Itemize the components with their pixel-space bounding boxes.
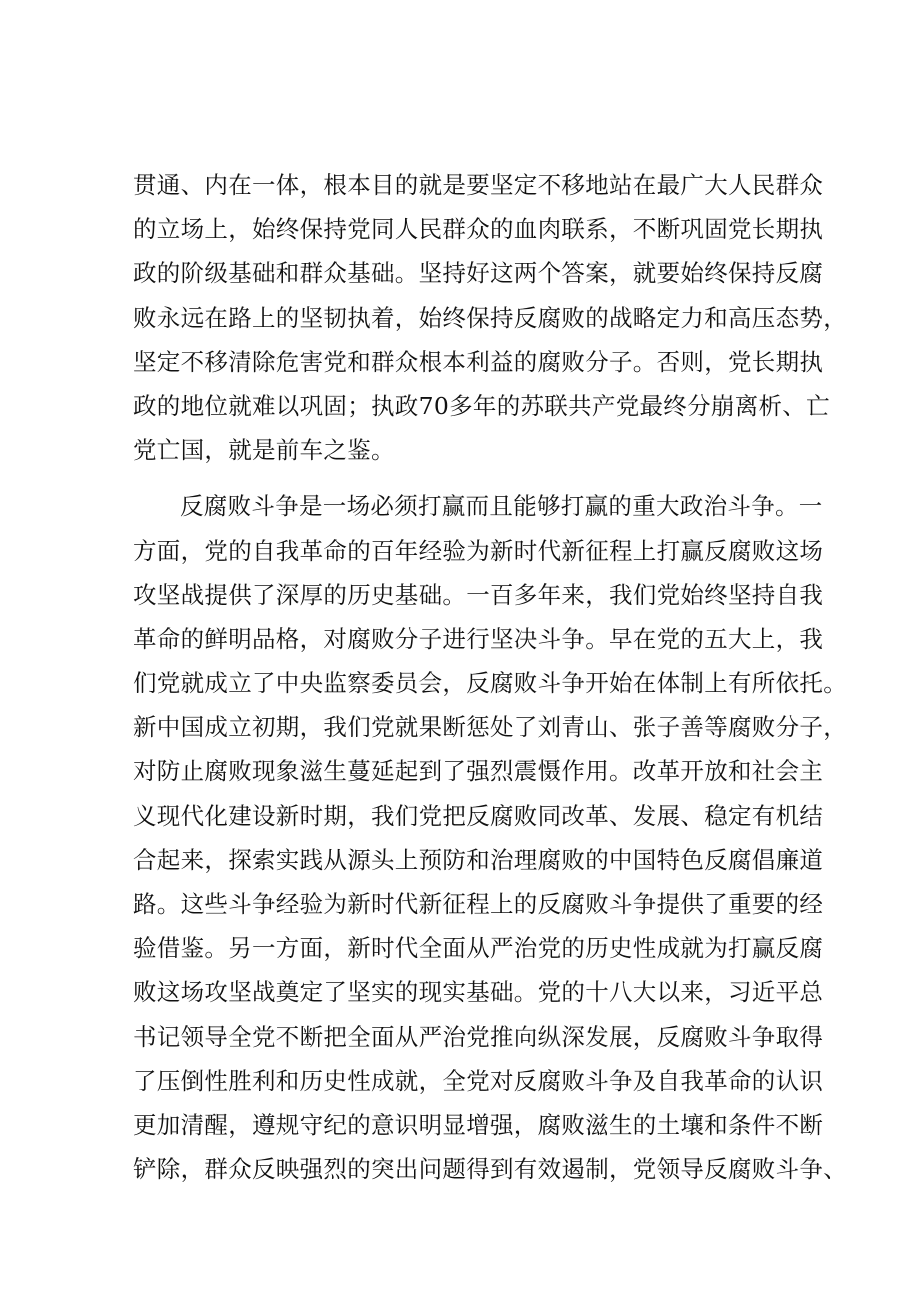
text-line: 验借鉴。另一方面，新时代全面从严治党的历史性成就为打赢反腐 <box>133 934 824 963</box>
text-line: 党亡国，就是前车之鉴。 <box>133 436 395 465</box>
text-line: 们党就成立了中央监察委员会，反腐败斗争开始在体制上有所依托。 <box>133 669 847 698</box>
text-line: 书记领导全党不断把全面从严治党推向纵深发展，反腐败斗争取得 <box>133 1022 824 1051</box>
text-line: 路。这些斗争经验为新时代新征程上的反腐败斗争提供了重要的经 <box>133 890 824 918</box>
text-line: 铲除，群众反映强烈的突出问题得到有效遏制，党领导反腐败斗争、 <box>133 1155 847 1184</box>
text-line: 反腐败斗争是一场必须打赢而且能够打赢的重大政治斗争。一 <box>180 492 823 521</box>
text-line: 对防止腐败现象滋生蔓延起到了强烈震慑作用。改革开放和社会主 <box>133 757 824 786</box>
text-line: 的立场上，始终保持党同人民群众的血肉联系，不断巩固党长期执 <box>133 215 824 244</box>
text-line: 革命的鲜明品格，对腐败分子进行坚决斗争。早在党的五大上，我 <box>133 624 824 653</box>
text-line: 合起来，探索实践从源头上预防和治理腐败的中国特色反腐倡廉道 <box>133 845 824 874</box>
body-text <box>133 163 847 1191</box>
text-line: 义现代化建设新时期，我们党把反腐败同改革、发展、稳定有机结 <box>133 801 824 830</box>
text-line: 更加清醒，遵规守纪的意识明显增强，腐败滋生的土壤和条件不断 <box>133 1110 824 1139</box>
paragraph-2 <box>133 484 847 1191</box>
paragraph-spacer <box>133 472 801 484</box>
text-line: 败这场攻坚战奠定了坚实的现实基础。党的十八大以来，习近平总 <box>133 978 824 1007</box>
text-line: 政的阶级基础和群众基础。坚持好这两个答案，就要始终保持反腐 <box>133 259 824 288</box>
text-line: 方面，党的自我革命的百年经验为新时代新征程上打赢反腐败这场 <box>133 536 824 565</box>
text-line: 贯通、内在一体，根本目的就是要坚定不移地站在最广大人民群众 <box>133 171 824 199</box>
paragraph-1 <box>133 163 847 472</box>
text-line: 新中国成立初期，我们党就果断惩处了刘青山、张子善等腐败分子， <box>133 713 847 742</box>
text-line: 坚定不移清除危害党和群众根本利益的腐败分子。否则，党长期执 <box>133 347 824 376</box>
text-line: 了压倒性胜利和历史性成就，全党对反腐败斗争及自我革命的认识 <box>133 1066 824 1095</box>
text-line: 政的地位就难以巩固；执政70多年的苏联共产党最终分崩离析、亡 <box>133 391 830 420</box>
text-line: 攻坚战提供了深厚的历史基础。一百多年来，我们党始终坚持自我 <box>133 580 824 609</box>
text-line: 败永远在路上的坚韧执着，始终保持反腐败的战略定力和高压态势， <box>133 303 847 332</box>
